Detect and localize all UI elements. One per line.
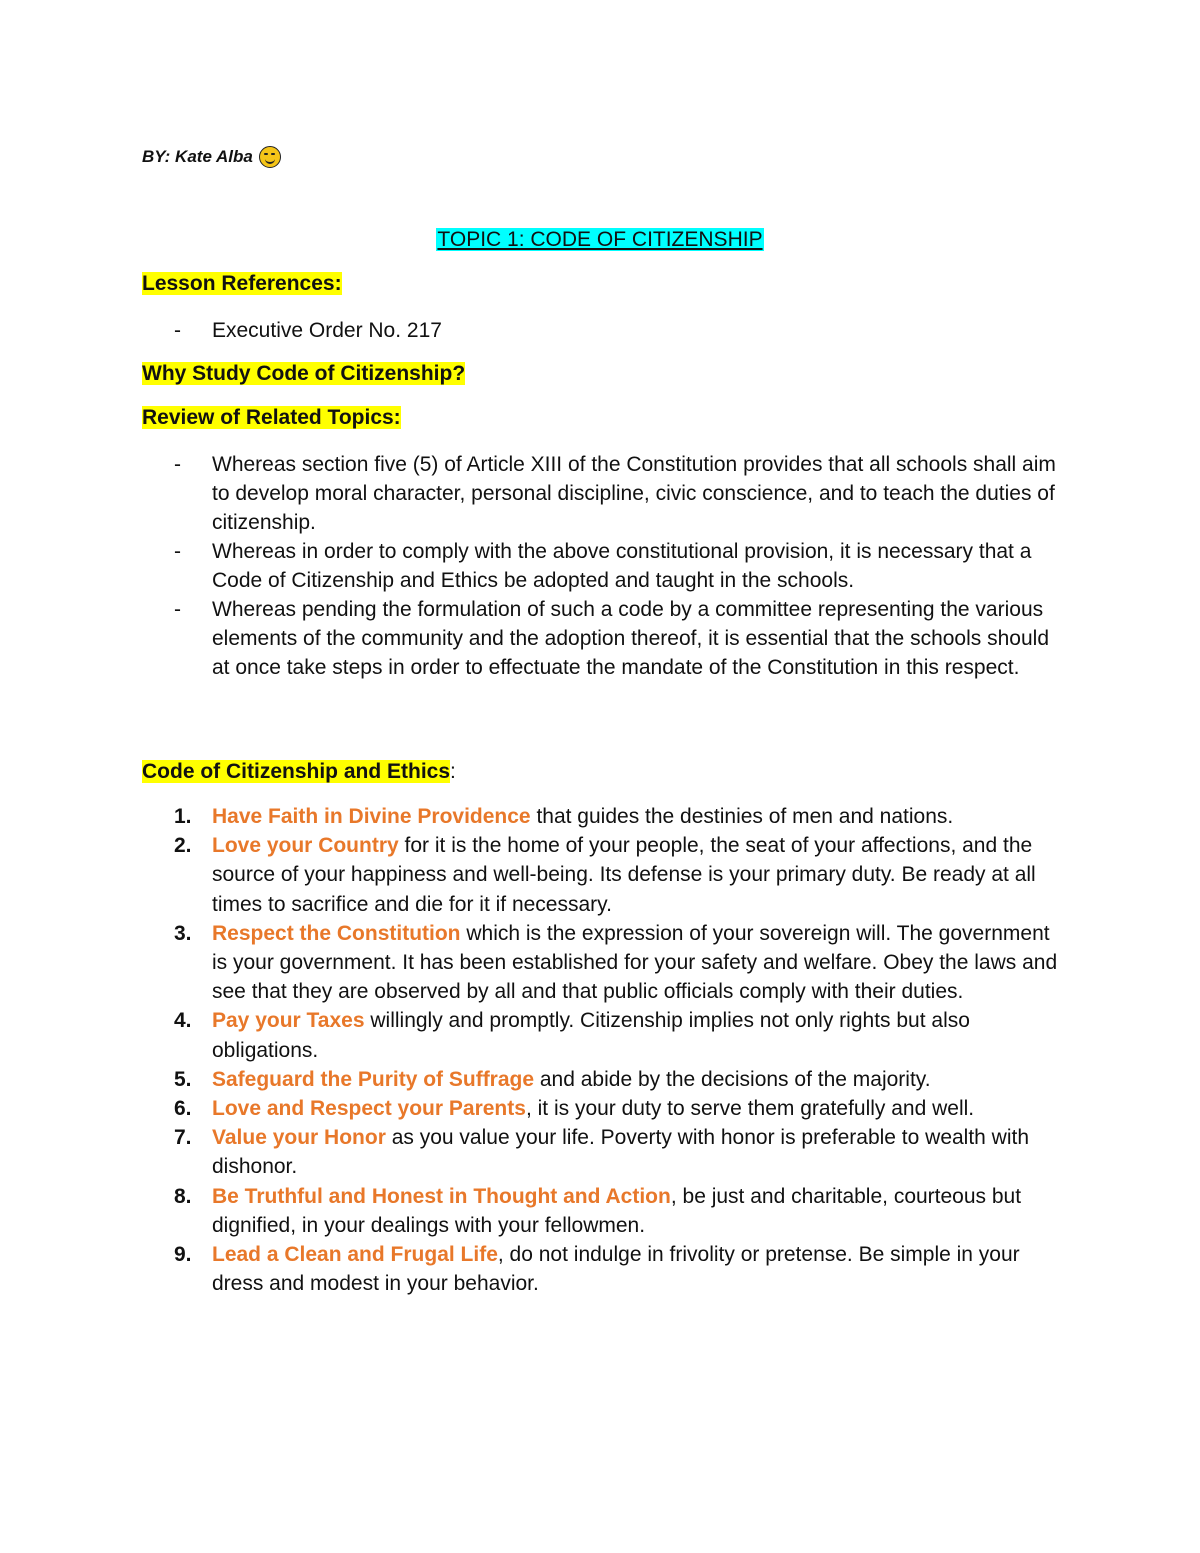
key-phrase: Love and Respect your Parents: [212, 1097, 526, 1121]
key-phrase: Love your Country: [212, 834, 399, 858]
lesson-references-list: [142, 316, 1062, 345]
list-item: - Whereas section five (5) of Article XIII of the Constitution provides that all schools shall aim to develop moral character, personal discipline, civic conscience, and to teach the duties of citizenship.: [174, 453, 1056, 534]
list-item: 8. Be Truthful and Honest in Thought and Action, be just and charitable, courteous but dignified, in your dealings with your fellowmen.: [174, 1184, 1022, 1237]
list-item: 1. Have Faith in Divine Providence that guides the destinies of men and nations.: [174, 805, 954, 828]
author-line: [142, 146, 281, 168]
code-heading: Code of Citizenship and Ethics:: [142, 760, 456, 783]
list-item: 9. Lead a Clean and Frugal Life, do not indulge in frivolity or pretense. Be simple in your dress and modest in your behavior.: [174, 1243, 1020, 1296]
key-phrase: Be Truthful and Honest in Thought and Action: [212, 1184, 671, 1208]
list-item: - Executive Order No. 217: [174, 319, 442, 342]
review-heading: Review of Related Topics:: [142, 406, 401, 429]
list-item: 3. Respect the Constitution which is the expression of your sovereign will. The government is your government. It has been established for your safety and welfare. Obey the laws and see that they are observed by all and that public officials comply with their duties.: [174, 921, 1058, 1004]
key-phrase: Lead a Clean and Frugal Life: [212, 1243, 498, 1267]
list-item: 6. Love and Respect your Parents, it is your duty to serve them gratefully and well.: [174, 1097, 975, 1121]
key-phrase: Pay your Taxes: [212, 1009, 365, 1033]
key-phrase: Value your Honor: [212, 1126, 386, 1150]
list-item: - Whereas in order to comply with the above constitutional provision, it is necessary that a Code of Citizenship and Ethics be adopted and taught in the schools.: [174, 540, 1032, 592]
why-study-heading: Why Study Code of Citizenship?: [142, 362, 466, 385]
code-list: [142, 802, 1062, 1298]
key-phrase: Safeguard the Purity of Suffrage: [212, 1067, 535, 1091]
list-item: 7. Value your Honor as you value your life. Poverty with honor is preferable to wealth with dishonor.: [174, 1126, 1030, 1179]
list-item: 5. Safeguard the Purity of Suffrage and abide by the decisions of the majority.: [174, 1067, 931, 1091]
key-phrase: Have Faith in Divine Providence: [212, 805, 531, 828]
author-label: BY: Kate Alba: [142, 147, 253, 166]
review-list: [142, 450, 1062, 682]
lesson-references-heading: Lesson References:: [142, 272, 342, 295]
topic-title: TOPIC 1: CODE OF CITIZENSHIP: [437, 228, 763, 251]
list-item: 4. Pay your Taxes willingly and promptly. Citizenship implies not only rights but also obligations.: [174, 1009, 970, 1062]
list-item: - Whereas pending the formulation of such a code by a committee representing the various elements of the community and the adoption thereof, it is essential that the schools should at once take steps in order to effectuate the mandate of the Constitution in this respect.: [174, 598, 1049, 679]
smiling-face-icon: [259, 146, 281, 168]
key-phrase: Respect the Constitution: [212, 921, 461, 945]
list-item: 2. Love your Country for it is the home of your people, the seat of your affections, and the source of your happiness and well-being. Its defense is your primary duty. Be ready at all times to sacrifice and die for it if necessary.: [174, 834, 1036, 916]
